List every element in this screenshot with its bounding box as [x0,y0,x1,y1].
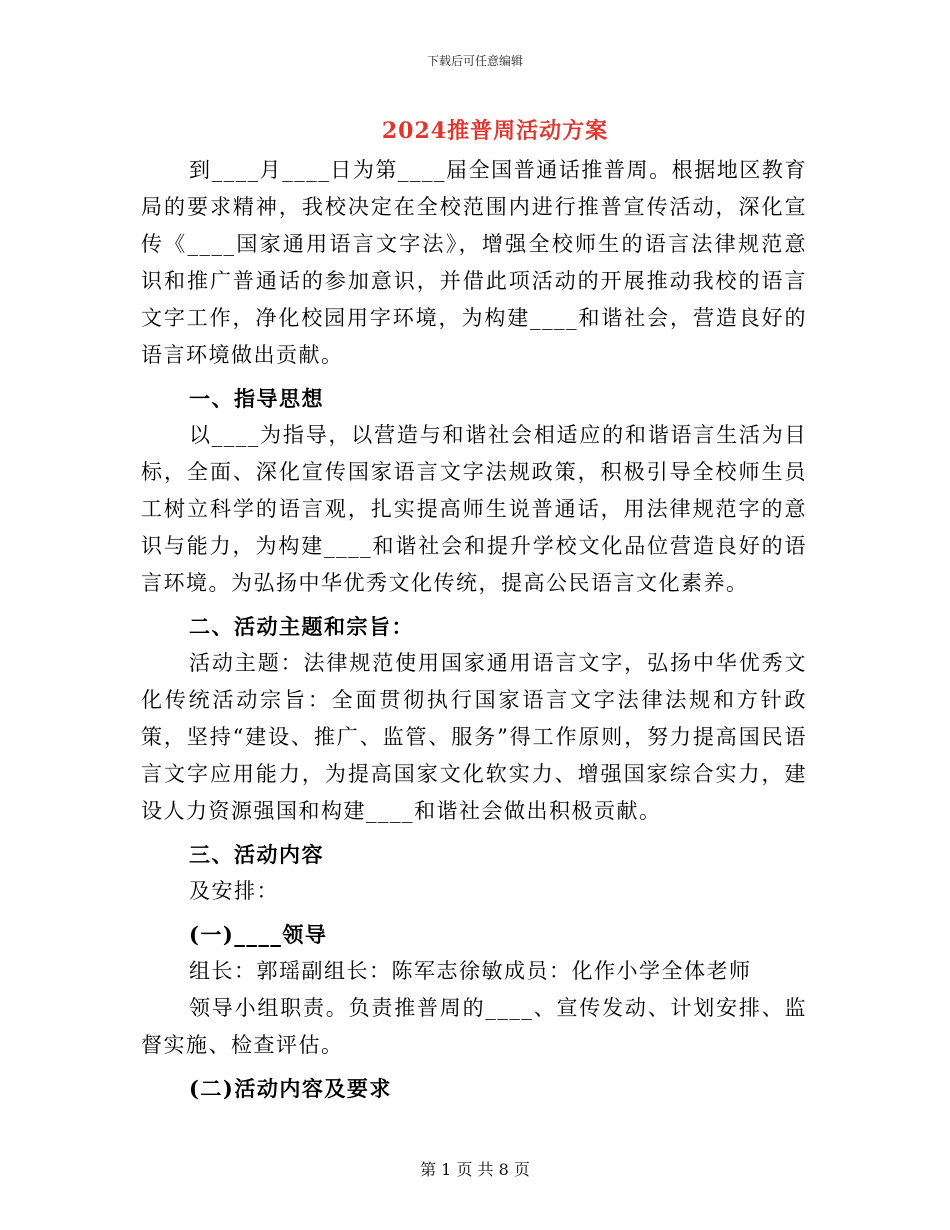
arrangement-line: 及安排： [189,879,279,903]
group-duties-paragraph: 领导小组职责。负责推普周的____、宣传发动、计划安排、监督实施、检查评估。 [141,996,807,1057]
intro-paragraph: 到____月____日为第____届全国普通话推普周。根据地区教育局的要求精神，我校决定在全校范围内进行推普宣传活动，深化宣传《____国家通用语言文字法》，增强全校师生的语言法律规范意识和推广普通话的参加意识，并借此项活动的开展推动我校的语言文字工作，净化校园用字环境，为构建____和谐社会，营造良好的语言环境做出贡献。 [141,158,807,367]
section-heading-guiding-ideology: 一、指导思想 [189,386,324,411]
section-heading-activity-content: 三、活动内容 [189,842,324,867]
page-number: 第 1 页 共 8 页 [420,1160,530,1179]
document-title: 2024推普周活动方案 [381,118,609,144]
subsection-heading-content-requirements: (二)活动内容及要求 [189,1076,392,1101]
theme-purpose-paragraph: 活动主题：法律规范使用国家通用语言文字，弘扬中华优秀文化传统活动宗旨：全面贯彻执行国家语言文字法律法规和方针政策，坚持“建设、推广、监管、服务”得工作原则，努力提高国民语言文字应用能力，为提高国家文化软实力、增强国家综合实力，建设人力资源强国和构建____和谐社会做出积极贡献。 [141,651,807,823]
subsection-heading-leadership: (一)____领导 [189,922,328,947]
group-members-line: 组长：郭瑶副组长：陈军志徐敏成员：化作小学全体老师 [189,959,752,983]
section-heading-theme-purpose: 二、活动主题和宗旨： [189,614,414,639]
document-body [141,152,807,1107]
header-note: 下载后可任意编辑 [426,54,523,68]
guiding-ideology-paragraph: 以____为指导，以营造与和谐社会相适应的和谐语言生活为目标，全面、深化宣传国家语言文字法规政策，积极引导全校师生员工树立科学的语言观，扎实提高师生说普通话，用法律规范字的意识与能力，为构建____和谐社会和提升学校文化品位营造良好的语言环境。为弘扬中华优秀文化传统，提高公民语言文化素养。 [141,423,807,595]
